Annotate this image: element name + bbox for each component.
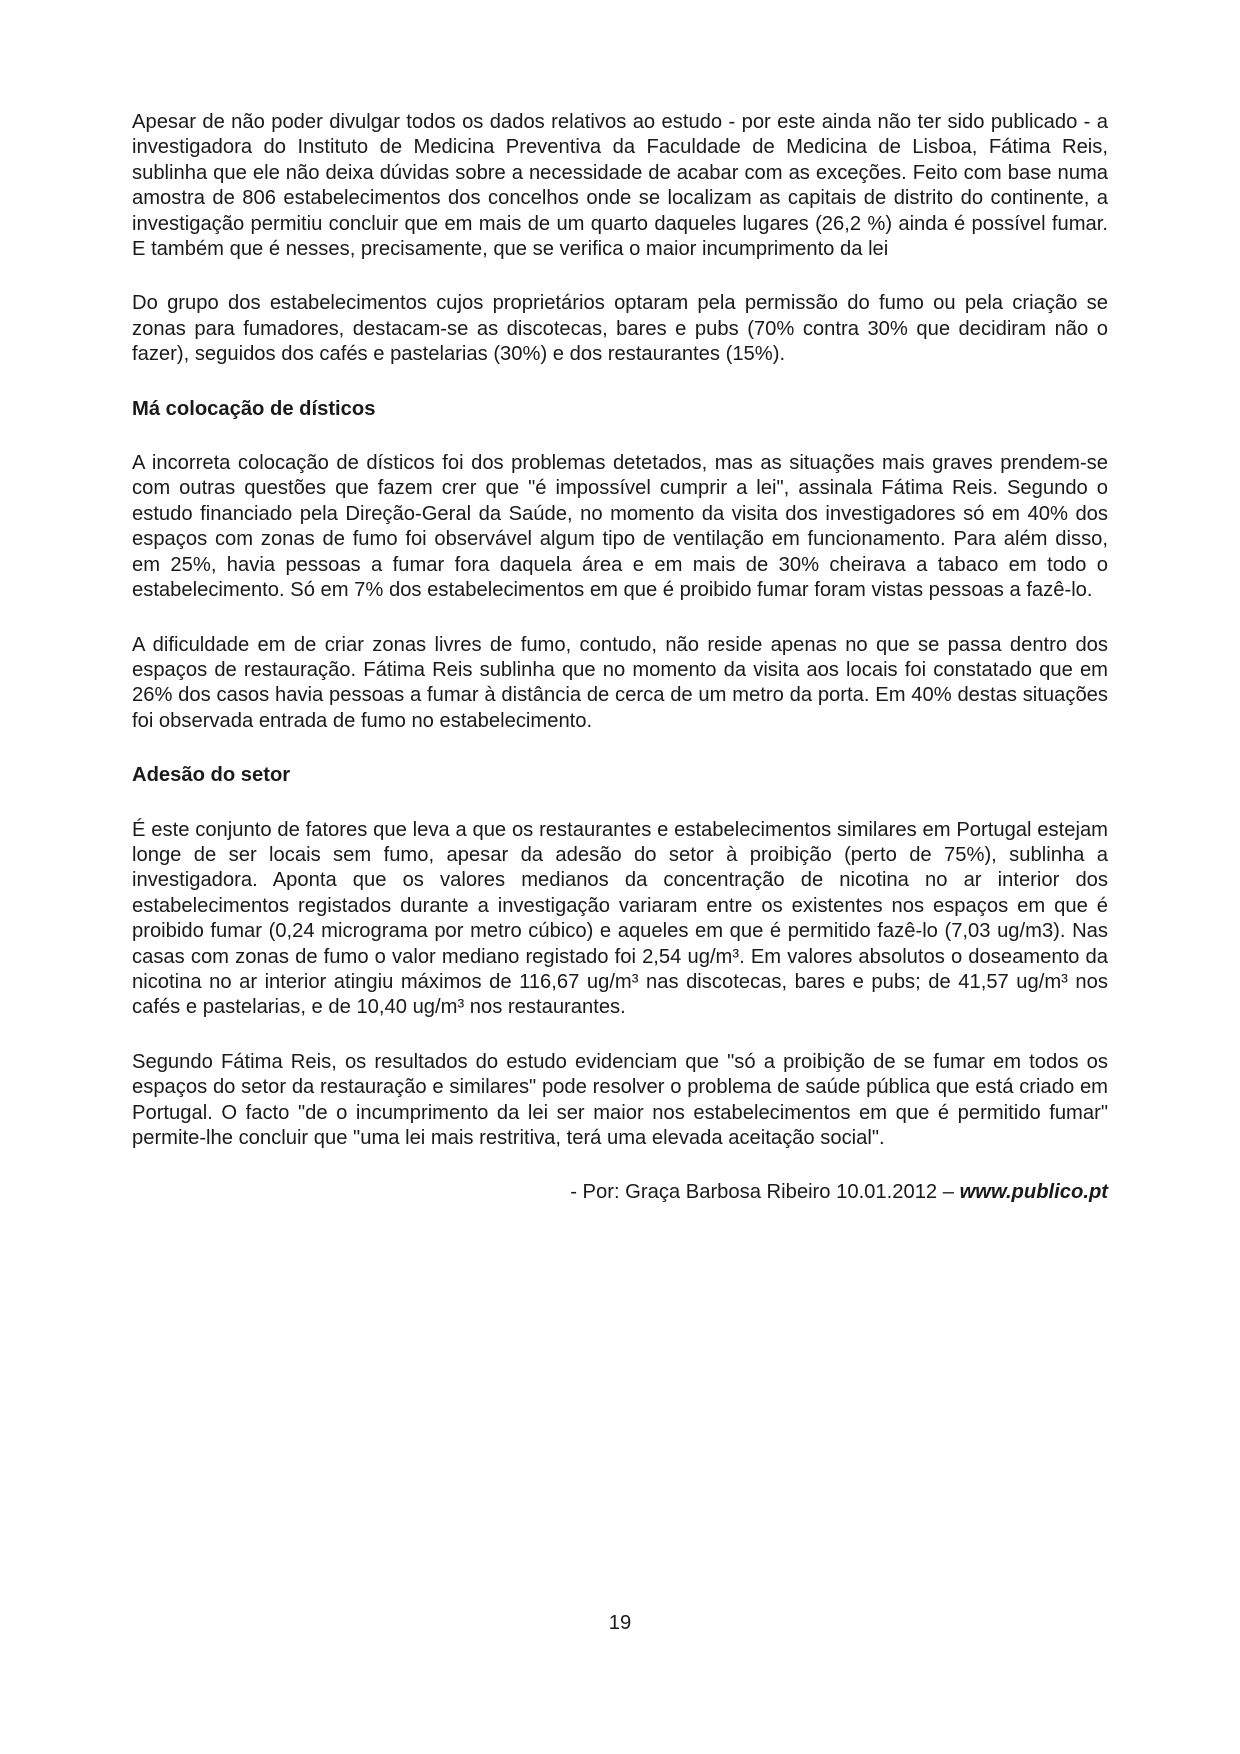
byline [132,1180,1108,1205]
paragraph-conclusion: Segundo Fátima Reis, os resultados do estudo evidenciam que "só a proibição de se fumar em todos os espaços do setor da restauração e similares" pode resolver o problema de saúde pública que está criado em Portugal. O facto "de o incumprimento da lei ser maior nos estabelecimentos em que é permitido fumar" permite-lhe concluir que "uma lei mais restritiva, terá uma elevada aceitação social". [132,1050,1108,1149]
paragraph-establishments: Do grupo dos estabelecimentos cujos proprietários optaram pela permissão do fumo ou pela criação se zonas para fumadores, destacam-se as discotecas, bares e pubs (70% contra 30% que decidiram não o fazer), seguidos dos cafés e pastelarias (30%) e dos restaurantes (15%). [132,292,1108,366]
section-heading-adesao: Adesão do setor [132,764,291,787]
byline-author-date: - Por: Graça Barbosa Ribeiro 10.01.2012 – [570,1181,960,1204]
paragraph-intro: Apesar de não poder divulgar todos os dados relativos ao estudo - por este ainda não ter sido publicado - a investigadora do Instituto de Medicina Preventiva da Faculdade de Medicina de Lisboa, Fátima Reis, sublinha que ele não deixa dúvidas sobre a necessidade de acabar com as exceções. Feito com base numa amostra de 806 estabelecimentos dos concelhos onde se localizam as capitais de distrito do continente, a investigação permitiu concluir que em mais de um quarto daqueles lugares (26,2 %) ainda é possível fumar. E também que é nesses, precisamente, que se verifica o maior incumprimento da lei [132,111,1108,261]
paragraph-nicotine: É este conjunto de fatores que leva a que os restaurantes e estabelecimentos similares em Portugal estejam longe de ser locais sem fumo, apesar da adesão do setor à proibição (perto de 75%), sublinha a investigadora. Aponta que os valores medianos da concentração de nicotina no ar interior dos estabelecimentos registados durante a investigação variaram entre os existentes nos espaços em que é proibido fumar (0,24 micrograma por metro cúbico) e aqueles em que é permitido fazê-lo (7,03 ug/m3). Nas casas com zonas de fumo o valor mediano registado foi 2,54 ug/m³. Em valores absolutos o doseamento da nicotina no ar interior atingiu máximos de 116,67 ug/m³ nas discotecas, bares e pubs; de 41,57 ug/m³ nos cafés e pastelarias, e de 10,40 ug/m³ nos restaurantes. [132,818,1108,1019]
paragraph-smoke-free-zones: A dificuldade em de criar zonas livres de fumo, contudo, não reside apenas no que se passa dentro dos espaços de restauração. Fátima Reis sublinha que no momento da visita aos locais foi constatado que em 26% dos casos havia pessoas a fumar à distância de cerca de um metro da porta. Em 40% destas situações foi observada entrada de fumo no estabelecimento. [132,633,1108,732]
paragraph-disticos: A incorreta colocação de dísticos foi dos problemas detetados, mas as situações mais graves prendem-se com outras questões que fazem crer que "é impossível cumprir a lei", assinala Fátima Reis. Segundo o estudo financiado pela Direção-Geral da Saúde, no momento da visita dos investigadores só em 40% dos espaços com zonas de fumo foi observável algum tipo de ventilação em funcionamento. Para além disso, em 25%, havia pessoas a fumar fora daquela área e em mais de 30% cheirava a tabaco em todo o estabelecimento. Só em 7% dos estabelecimentos em que é proibido fumar foram vistas pessoas a fazê-lo. [132,452,1108,602]
byline-source-site: www.publico.pt [959,1181,1108,1204]
article [132,110,1108,1206]
section-heading-disticos: Má colocação de dísticos [132,397,376,420]
page-number: 19 [608,1612,632,1634]
